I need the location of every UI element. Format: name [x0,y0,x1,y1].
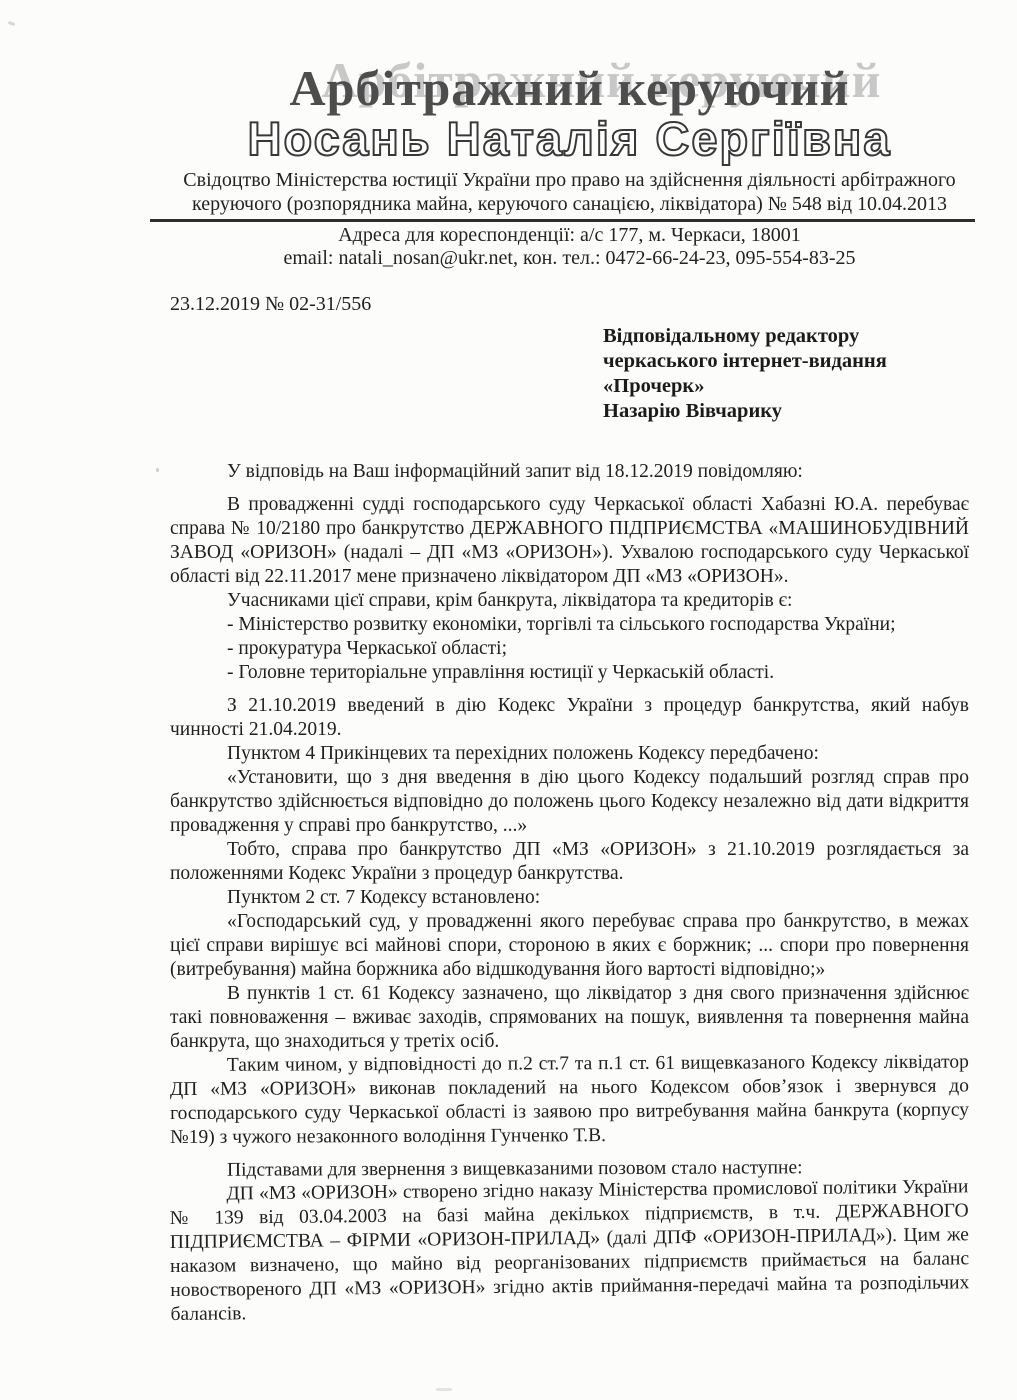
certificate-line-2: керуючого (розпорядника майна, керуючого санацією, ліквідатора) № 548 від 10.04.2013 [192,193,947,215]
body-paragraph: Учасниками цієї справи, крім банкрута, ліквідатора та кредиторів є: [227,590,793,611]
scan-speck [436,1388,452,1391]
letterhead-person-name: Носань Наталія Сергіївна [247,112,892,165]
recipient-line: Назарію Вівчарику [603,400,783,422]
certificate-text [170,168,969,216]
date-reference: 23.12.2019 № 02-31/556 [170,293,372,315]
body-list-item: - прокуратура Черкаської області; [227,638,508,659]
recipient-line: «Прочерк» [603,375,705,397]
contact-line: email: natali_nosan@ukr.net, кон. тел.: 0472-66-24-23, 095-554-83-25 [283,247,856,269]
body-list-item: - Міністерство розвитку економіки, торгівлі та сільського господарства України; [227,614,896,635]
scan-speck [156,468,159,472]
body-paragraph: В провадженні судді господарського суду Черкаської області Хабазні Ю.А. перебуває справа № 10/2180 про банкрутство ДЕРЖАВНОГО ПІДПРИЄМСТВА «МАШИНОБУДІВНИЙ ЗАВОД «ОРИЗОН» (надалі – ДП «МЗ «ОРИЗОН»). Ухвалою господарського суду Черкаської області від 22.11.2017 мене призначено ліквідатором ДП «МЗ «ОРИЗОН». [170,494,969,587]
recipient-line: черкаського інтернет-видання [603,350,887,372]
certificate-line-1: Свідоцтво Міністерства юстиції України про право на здійснення діяльності арбітражного [183,169,956,191]
body-quote: «Господарський суд, у провадженні якого перебуває справа про банкрутство, в межах цієї справи вирішує всі майнові спори, стороною в яких є боржник; ... спори про повернення (витребування) майна боржника або відшкодування його вартості відповідно;» [170,911,969,980]
body-paragraph: Пунктом 4 Прикінцевих та перехідних положень Кодексу передбачено: [227,743,819,764]
body-paragraph: В пунктів 1 ст. 61 Кодексу зазначено, що ліквідатор з дня свого призначення здійснює такі повноваження – вживає заходів, спрямованих на пошук, виявлення та повернення майна банкрута, що знаходиться у третіх осіб. [170,983,969,1052]
body-paragraph: Підставами для звернення з вищевказаними позовом стало наступне: [226,1157,803,1181]
body-quote: «Установити, що з дня введення в дію цього Кодексу подальший розгляд справ про банкрутство здійснюється відповідно до положень цього Кодексу незалежно від дати відкриття провадження у справі про банкрутство, ...» [170,767,969,836]
body-paragraph: З 21.10.2019 введений в дію Кодекс України з процедур банкрутства, який набув чинності 21.04.2019. [170,695,969,740]
correspondence-address: Адреса для кореспонденції: а/с 177, м. Черкаси, 18001 [338,224,801,246]
body-paragraph: Пунктом 2 ст. 7 Кодексу встановлено: [227,887,541,908]
letterhead-divider [150,219,975,222]
body-paragraph: ДП «МЗ «ОРИЗОН» створено згідно наказу Міністерства промислової політики України № 139 від 03.04.2003 на базі майна декількох підприємств, в т.ч. ДЕРЖАВНОГО ПІДПРИЄМСТВА – ФІРМИ «ОРИЗОН-ПРИЛАД» (далі ДПФ «ОРИЗОН-ПРИЛАД»). Цим же наказом визначено, що майно від реорганізованих підприємств приймається на баланс новоствореного ДП «МЗ «ОРИЗОН» згідно актів приймання-передачі майна та розподільчих балансів. [169,1176,970,1325]
body-paragraph: Тобто, справа про банкрутство ДП «МЗ «ОРИЗОН» з 21.10.2019 розглядається за положеннями Кодекс України з процедур банкрутства. [170,839,969,884]
letterhead [170,62,969,270]
letterhead-title: Арбітражний керуючий [289,60,850,116]
recipient-block [603,324,969,424]
letter-body [170,460,969,1327]
body-paragraph: У відповідь на Ваш інформаційний запит від 18.12.2019 повідомляю: [227,461,803,482]
recipient-line: Відповідальному редактору [603,325,860,347]
body-list-item: - Головне територіальне управління юстиції у Черкаській області. [227,662,775,683]
body-paragraph: Таким чином, у відповідності до п.2 ст.7 та п.1 ст. 61 вищевказаного Кодексу ліквідатор ДП «МЗ «ОРИЗОН» виконав покладений на нього Кодексом обов’язок і звернувся до господарського суду Черкаської області із заявою про витребування майна банкрута (корпусу №19) з чужого незаконного володіння Гунченко Т.В. [169,1051,970,1148]
